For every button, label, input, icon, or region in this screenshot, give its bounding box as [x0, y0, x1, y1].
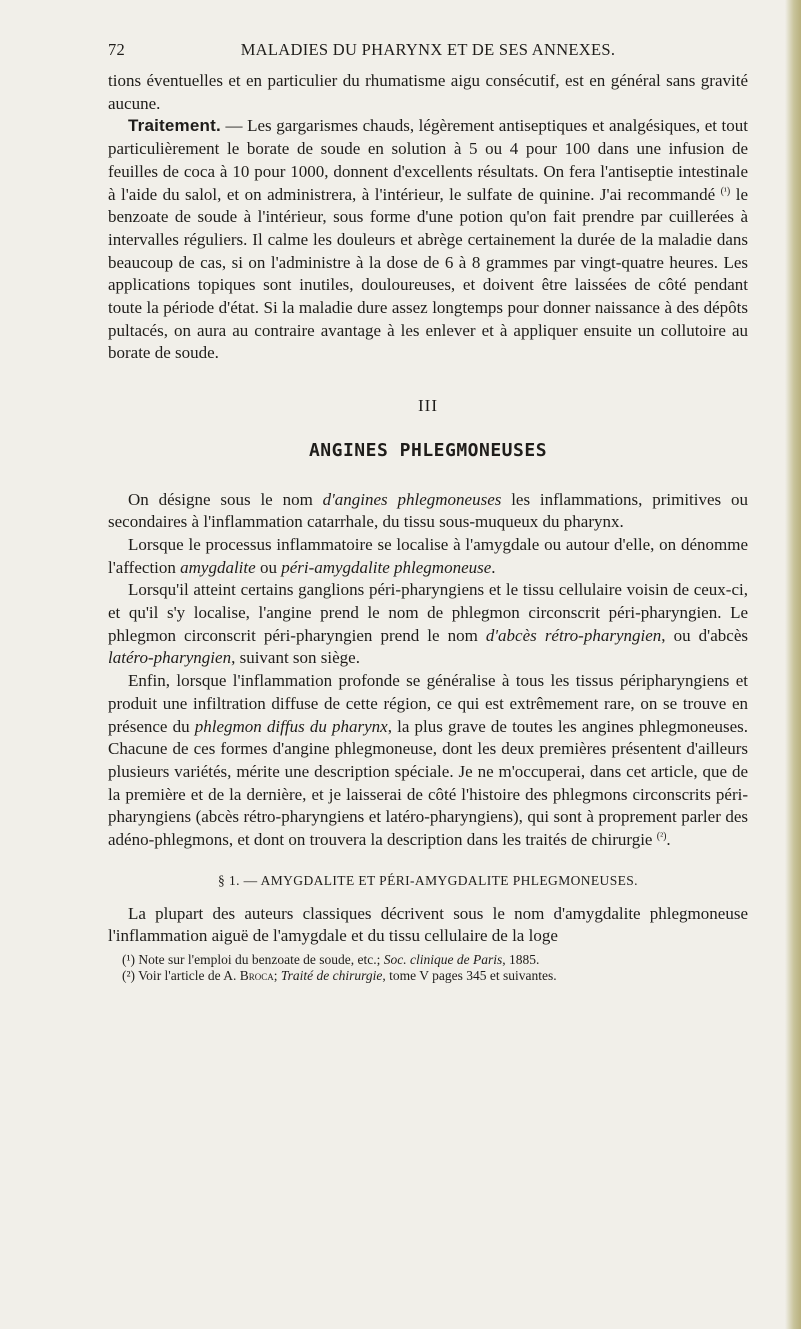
text-run: , suivant son siège.: [231, 648, 360, 668]
book-page: [108, 40, 748, 985]
text-run: .: [491, 557, 496, 577]
paragraph-phlegmon-circonscrit: [108, 579, 748, 670]
treatment-paragraph: [108, 115, 748, 365]
page-number: 72: [108, 40, 126, 59]
italic-term: d'abcès rétro-pharyngien: [485, 625, 662, 645]
section-title: ANGINES PHLEGMONEUSES: [308, 439, 548, 461]
footnote-mark: (¹): [122, 951, 136, 967]
text-run: Note sur l'emploi du benzoate de soude, etc.;: [135, 951, 384, 967]
text-run: ;: [273, 968, 281, 984]
text-run: , ou d'abcès: [661, 625, 748, 645]
text-run: .: [666, 830, 671, 850]
italic-term: amygdalite: [180, 557, 256, 577]
italic-term: phlegmon diffus du pharynx: [194, 716, 388, 736]
text-run: , tome V pages 345 et suivantes.: [382, 968, 557, 984]
footnote-mark: (²): [122, 968, 136, 984]
text-run: On désigne sous le nom: [128, 489, 323, 509]
running-header-title: MALADIES DU PHARYNX ET DE SES ANNEXES.: [240, 40, 616, 59]
italic-term: Traité de chirurgie: [280, 968, 383, 984]
subsection-title: § 1. — AMYGDALITE ET PÉRI-AMYGDALITE PHLEGMONEUSES.: [218, 872, 638, 888]
text-run: , 1885.: [502, 951, 540, 967]
text-run: ou: [255, 557, 282, 577]
page-binding-edge: [785, 0, 801, 1329]
paragraph-amygdalite-definition: La plupart des auteurs classiques décrivent sous le nom d'amygdalite phlegmoneuse l'inflammation aiguë de l'amygdale et du tissu cellulaire de la loge: [108, 903, 748, 946]
footnote-ref-1: (¹): [720, 185, 731, 197]
author-name: Broca: [239, 968, 274, 984]
treatment-text-1: — Les gargarismes chauds, légèrement antiseptiques et analgésiques, et tout particulièrement le borate de soude en solution à 5 ou 4 pour 100 dans une infusion de feuilles de coca à 10 pour 1000, donnent d'excellents résultats. On fera l'antiseptie intestinale à l'aide du salol, et on administrera, à l'intérieur, le sulfate de quinine. J'ai recommandé: [108, 116, 748, 204]
footnote-2: [108, 968, 748, 985]
italic-term: péri-amygdalite phlegmoneuse: [281, 557, 492, 577]
treatment-text-2: le benzoate de soude à l'intérieur, sous forme d'une potion qu'on fait prendre par cuillerées à intervalles réguliers. Il calme les douleurs et abrège certainement la durée de la maladie dans beaucoup de cas, si on l'administre à la dose de 6 à 8 grammes par vingt-quatre heures. Les applications topiques sont inutiles, douloureuses, et doivent être laissées de côté pendant toute la période d'état. Si la maladie dure assez longtemps pour donner naissance à des dépôts pultacés, on aura au contraire avantage à les enlever et à appliquer ensuite un collutoire au borate de soude.: [108, 184, 749, 363]
paragraph-definition: [108, 489, 748, 534]
text-run: les inflammations, primitives ou secondaires à l'inflammation catarrhale, du tissu sous-muqueux du pharynx.: [108, 489, 748, 532]
text-run: Lorsque le processus inflammatoire se localise à l'amygdale ou autour d'elle, on dénomme l'affection: [108, 534, 748, 577]
section-number: III: [418, 396, 438, 416]
text-run: Lorsqu'il atteint certains ganglions péri-pharyngiens et le tissu cellulaire voisin de ceux-ci, et qu'il s'y localise, l'angine prend le nom de phlegmon circonscrit péri-pharyngien. Le phlegmon circonscrit péri-pharyngien prend le nom: [108, 580, 748, 645]
running-header: [108, 40, 748, 70]
footnote-ref-2: (²): [656, 831, 667, 843]
paragraph-phlegmon-diffus: [108, 670, 748, 852]
italic-term: d'angines phlegmoneuses: [322, 489, 502, 509]
paragraph-amygdalite: [108, 534, 748, 579]
continuation-paragraph: tions éventuelles et en particulier du rhumatisme aigu consécutif, est en général sans gravité aucune.: [108, 71, 748, 113]
footnote-1: [108, 952, 748, 969]
italic-term: Soc. clinique de Paris: [383, 951, 503, 967]
text-run: Enfin, lorsque l'inflammation profonde se généralise à tous les tissus péripharyngiens et produit une infiltration diffuse de cette région, ce qui est extrêmement rare, on se trouve en présence du: [108, 671, 748, 736]
text-run: Voir l'article de A.: [135, 968, 240, 984]
text-run: , la plus grave de toutes les angines phlegmoneuses. Chacune de ces formes d'angine phlegmoneuse, dont les deux premières présentent d'ailleurs plusieurs variétés, mérite une description spéciale. Je ne m'occuperai, dans cet article, que de la première et de la dernière, et je laisserai de côté l'histoire des phlegmons circonscrits péri-pharyngiens (abcès rétro-pharyngiens et latéro-pharyngiens), qui sont à proprement parler des adéno-phlegmons, et dont on trouvera la description dans les traités de chirurgie: [108, 716, 748, 850]
body-text: [108, 70, 748, 985]
footnotes: [108, 952, 748, 985]
italic-term: latéro-pharyngien: [108, 648, 232, 668]
treatment-heading: Traitement.: [128, 116, 221, 136]
